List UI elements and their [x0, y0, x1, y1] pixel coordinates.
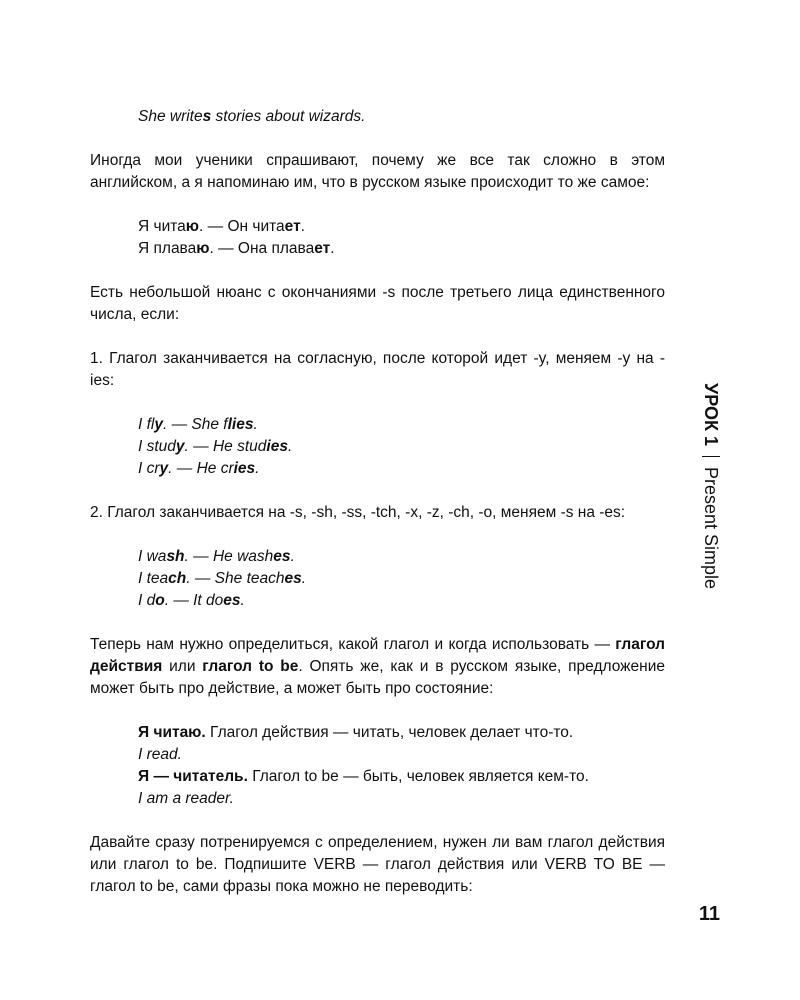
page-number: 11 [698, 903, 720, 925]
example-line: I am a reader. [138, 790, 234, 807]
example-line: Я читаю. Глагол действия — читать, человек делает что-то. [138, 724, 574, 741]
example-block [90, 414, 665, 480]
example-line: I study. — He studies. [138, 438, 293, 455]
side-running-header [700, 383, 722, 623]
example-block [90, 546, 665, 612]
example-line: I wash. — He washes. [138, 548, 295, 565]
paragraph: Давайте сразу потренируемся с определением, нужен ли вам глагол действия или глагол to be. Подпишите VERB — глагол действия или VERB TO BE — глагол to be, сами фразы пока можно не переводить: [90, 834, 665, 895]
rule-paragraph: 1. Глагол заканчивается на согласную, после которой идет -y, меняем -y на -ies: [90, 350, 665, 389]
example-block [90, 216, 665, 260]
example-line: Я — читатель. Глагол to be — быть, человек является кем-то. [138, 768, 589, 785]
paragraph: Есть небольшой нюанс с окончаниями -s после третьего лица единственного числа, если: [90, 284, 665, 323]
rule-paragraph: 2. Глагол заканчивается на -s, -sh, -ss, -tch, -x, -z, -ch, -o, меняем -s на -es: [90, 504, 626, 521]
example-line: I teach. — She teaches. [138, 570, 307, 587]
text-column [90, 106, 665, 920]
paragraph: Теперь нам нужно определиться, какой глагол и когда использовать — глагол действия или глагол to be. Опять же, как и в русском языке, предложение может быть про действие, а может быть про состояние: [90, 636, 665, 697]
example-line: Я читаю. — Он читает. [138, 218, 305, 235]
example-block [90, 722, 665, 810]
lesson-topic: Present Simple [701, 466, 721, 590]
example-line: She writes stories about wizards. [138, 108, 366, 125]
example-block [90, 106, 665, 128]
example-line: I fly. — She flies. [138, 416, 258, 433]
paragraph: Иногда мои ученики спрашивают, почему же все так сложно в этом английском, а я напоминаю им, что в русском языке происходит то же самое: [90, 152, 665, 191]
example-line: I read. [138, 746, 182, 763]
separator-bar [702, 456, 720, 457]
example-line: I do. — It does. [138, 592, 245, 609]
lesson-label: УРОК 1 [701, 383, 721, 446]
example-line: Я плаваю. — Она плавает. [138, 240, 335, 257]
example-line: I cry. — He cries. [138, 460, 260, 477]
